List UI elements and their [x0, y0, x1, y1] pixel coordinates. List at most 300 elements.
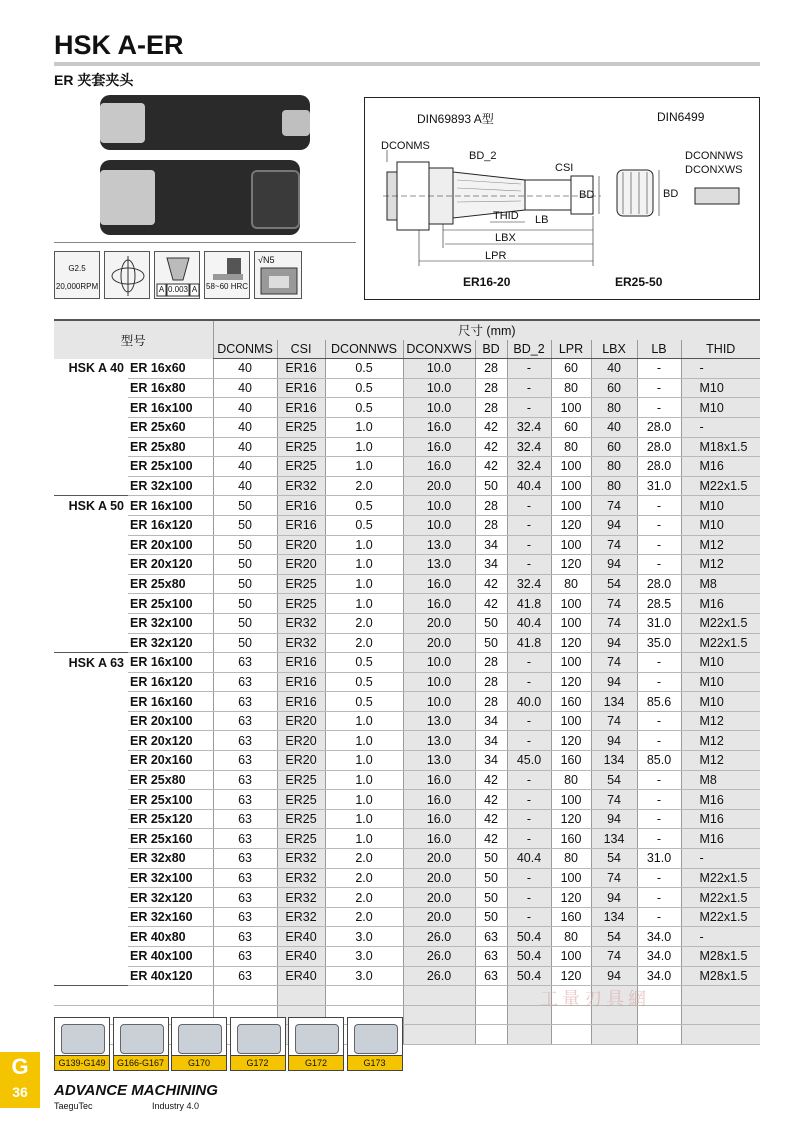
value-cell: ER25 [277, 829, 325, 849]
value-cell: 74 [591, 653, 637, 673]
value-cell: 1.0 [325, 731, 403, 751]
value-cell: 80 [551, 927, 591, 947]
section-letter: G [11, 1054, 29, 1079]
value-cell: 2.0 [325, 613, 403, 633]
holder-drawing [365, 98, 761, 301]
table-row [54, 751, 760, 771]
table-header-row-1 [54, 320, 760, 340]
col-header: DCONMS [213, 340, 277, 359]
value-cell: 20.0 [403, 907, 475, 927]
value-cell: 60 [551, 417, 591, 437]
page-title: HSK A-ER [54, 30, 184, 60]
group-cell [54, 966, 128, 986]
value-cell: M8 [681, 574, 760, 594]
value-cell: 63 [475, 966, 507, 986]
value-cell: - [507, 496, 551, 516]
value-cell: - [681, 849, 760, 869]
datum-label: A [191, 285, 198, 294]
value-cell: 63 [213, 809, 277, 829]
accessory-page-ref: G139-G149 [55, 1055, 109, 1070]
table-row [54, 515, 760, 535]
value-cell: 10.0 [403, 672, 475, 692]
brand-tagline: Industry 4.0 [152, 1101, 200, 1111]
accessory-page-ref: G166-G167 [114, 1055, 168, 1070]
value-cell: 10.0 [403, 496, 475, 516]
value-cell: M22x1.5 [681, 613, 760, 633]
model-cell: ER 40x100 [128, 947, 213, 967]
value-cell: 16.0 [403, 437, 475, 457]
value-cell: 32.4 [507, 437, 551, 457]
value-cell: 16.0 [403, 809, 475, 829]
value-cell: 50 [475, 868, 507, 888]
value-cell: 160 [551, 907, 591, 927]
model-cell: ER 20x120 [128, 731, 213, 751]
value-cell: 63 [213, 947, 277, 967]
page-subtitle: ER 夹套夹头 [54, 72, 134, 88]
value-cell: 74 [591, 535, 637, 555]
value-cell: 40 [213, 398, 277, 418]
value-cell: 74 [591, 613, 637, 633]
label-lb: LB [535, 214, 549, 226]
value-cell: 63 [213, 927, 277, 947]
value-cell: 0.5 [325, 672, 403, 692]
model-cell: ER 16x100 [128, 496, 213, 516]
value-cell: 3.0 [325, 927, 403, 947]
value-cell: 40.4 [507, 476, 551, 496]
group-cell [54, 457, 128, 477]
hardness-icon [204, 251, 250, 299]
value-cell: - [637, 378, 681, 398]
table-row [54, 633, 760, 653]
col-header: BD [475, 340, 507, 359]
value-cell: ER16 [277, 672, 325, 692]
value-cell: 20.0 [403, 888, 475, 908]
value-cell: 94 [591, 888, 637, 908]
value-cell: - [637, 790, 681, 810]
spec-table [54, 319, 760, 1045]
value-cell: ER16 [277, 692, 325, 712]
value-cell: M22x1.5 [681, 907, 760, 927]
value-cell: 50 [213, 535, 277, 555]
label-dconms: DCONMS [381, 140, 430, 152]
value-cell: 63 [213, 966, 277, 986]
value-cell: 26.0 [403, 947, 475, 967]
value-cell: 50 [213, 496, 277, 516]
label-thid: THID [493, 210, 519, 222]
value-cell: 28.5 [637, 594, 681, 614]
table-row [54, 829, 760, 849]
value-cell: 3.0 [325, 966, 403, 986]
value-cell: - [507, 711, 551, 731]
value-cell: 40.0 [507, 692, 551, 712]
value-cell: - [637, 515, 681, 535]
value-cell: 16.0 [403, 770, 475, 790]
model-cell: ER 32x120 [128, 633, 213, 653]
value-cell: 63 [213, 711, 277, 731]
value-cell: M28x1.5 [681, 947, 760, 967]
value-cell: 54 [591, 574, 637, 594]
value-cell: - [637, 868, 681, 888]
group-cell: HSK A 50 [68, 498, 124, 513]
label-lpr: LPR [485, 250, 507, 262]
value-cell: 40 [213, 417, 277, 437]
value-cell: 20.0 [403, 849, 475, 869]
model-cell: ER 25x80 [128, 574, 213, 594]
value-cell: 2.0 [325, 849, 403, 869]
value-cell: 42 [475, 574, 507, 594]
value-cell: ER32 [277, 907, 325, 927]
model-cell: ER 40x80 [128, 927, 213, 947]
value-cell: 42 [475, 829, 507, 849]
table-row [54, 790, 760, 810]
value-cell: - [507, 907, 551, 927]
value-cell: 41.8 [507, 633, 551, 653]
model-cell: ER 32x100 [128, 868, 213, 888]
value-cell: 31.0 [637, 613, 681, 633]
value-cell: M12 [681, 555, 760, 575]
accessory-page-ref: G172 [231, 1055, 285, 1070]
group-cell [54, 907, 128, 927]
group-cell [54, 790, 128, 810]
empty-cell [681, 986, 760, 1006]
title-divider [54, 62, 760, 66]
value-cell: 32.4 [507, 417, 551, 437]
max-rpm-label: 20,000RPM [55, 282, 99, 291]
value-cell: 34 [475, 535, 507, 555]
empty-cell [681, 1025, 760, 1045]
collet-nut [282, 110, 310, 136]
value-cell: ER40 [277, 927, 325, 947]
model-cell: ER 25x120 [128, 809, 213, 829]
value-cell: - [637, 731, 681, 751]
value-cell: 42 [475, 437, 507, 457]
value-cell: M22x1.5 [681, 888, 760, 908]
value-cell: M10 [681, 496, 760, 516]
holder-icon [295, 1024, 339, 1054]
table-row [54, 359, 760, 379]
empty-cell [403, 986, 475, 1006]
value-cell: - [681, 417, 760, 437]
value-cell: - [637, 770, 681, 790]
value-cell: 28 [475, 378, 507, 398]
brand-company: TaeguTec [54, 1101, 93, 1111]
value-cell: 60 [591, 437, 637, 457]
value-cell: - [507, 809, 551, 829]
model-cell: ER 16x100 [128, 653, 213, 673]
value-cell: 28 [475, 515, 507, 535]
value-cell: 28 [475, 496, 507, 516]
value-cell: - [637, 672, 681, 692]
accessory-link[interactable] [54, 1017, 110, 1071]
table-row [54, 868, 760, 888]
value-cell: ER32 [277, 888, 325, 908]
group-cell [54, 809, 128, 829]
value-cell: 54 [591, 927, 637, 947]
balance-grade-icon [54, 251, 100, 299]
value-cell: 100 [551, 868, 591, 888]
value-cell: 42 [475, 809, 507, 829]
value-cell: 42 [475, 457, 507, 477]
value-cell: 80 [551, 437, 591, 457]
value-cell: 34 [475, 731, 507, 751]
spanner-icon [354, 1024, 398, 1054]
value-cell: 80 [591, 457, 637, 477]
value-cell: 100 [551, 457, 591, 477]
value-cell: ER16 [277, 398, 325, 418]
group-cell [54, 535, 128, 555]
col-header: LB [637, 340, 681, 359]
value-cell: 100 [551, 711, 591, 731]
model-cell: ER 25x60 [128, 417, 213, 437]
value-cell: 0.5 [325, 359, 403, 379]
clamping-nut-icon [120, 1024, 164, 1054]
value-cell: 20.0 [403, 633, 475, 653]
value-cell: 1.0 [325, 711, 403, 731]
value-cell: 63 [213, 849, 277, 869]
empty-cell [637, 1025, 681, 1045]
value-cell: 100 [551, 790, 591, 810]
value-cell: ER25 [277, 770, 325, 790]
value-cell: 10.0 [403, 359, 475, 379]
value-cell: 50 [475, 476, 507, 496]
value-cell: 1.0 [325, 417, 403, 437]
value-cell: ER20 [277, 751, 325, 771]
value-cell: 13.0 [403, 555, 475, 575]
value-cell: 54 [591, 770, 637, 790]
value-cell: - [637, 711, 681, 731]
group-cell [54, 398, 128, 418]
empty-cell [551, 1025, 591, 1045]
value-cell: 28.0 [637, 437, 681, 457]
label-bd-collet: BD [663, 188, 679, 200]
group-cell: HSK A 40 [68, 361, 124, 376]
value-cell: 28.0 [637, 574, 681, 594]
label-csi: CSI [555, 162, 574, 174]
value-cell: ER25 [277, 790, 325, 810]
caption-right: ER25-50 [615, 275, 663, 289]
empty-cell [475, 1025, 507, 1045]
finish-label: √N5 [258, 255, 275, 265]
value-cell: M12 [681, 711, 760, 731]
value-cell: 20.0 [403, 476, 475, 496]
empty-cell [403, 1025, 475, 1045]
accessory-link[interactable] [171, 1017, 227, 1071]
group-cell [54, 692, 128, 712]
value-cell: ER20 [277, 711, 325, 731]
value-cell: 40 [213, 359, 277, 379]
value-cell: 34.0 [637, 966, 681, 986]
group-cell [54, 574, 128, 594]
value-cell: M16 [681, 809, 760, 829]
accessory-link[interactable] [230, 1017, 286, 1071]
model-cell: ER 16x80 [128, 378, 213, 398]
value-cell: ER25 [277, 574, 325, 594]
value-cell: 100 [551, 653, 591, 673]
value-cell: 134 [591, 907, 637, 927]
value-cell: 120 [551, 515, 591, 535]
section-tab [0, 1052, 40, 1108]
table-row [54, 966, 760, 986]
hardness-label: 58~60 HRC [206, 282, 249, 291]
value-cell: M12 [681, 535, 760, 555]
value-cell: 160 [551, 829, 591, 849]
accessory-link[interactable] [347, 1017, 403, 1071]
value-cell: - [507, 398, 551, 418]
value-cell: 10.0 [403, 653, 475, 673]
value-cell: - [507, 653, 551, 673]
model-cell: ER 25x100 [128, 457, 213, 477]
table-row [54, 613, 760, 633]
model-cell: ER 32x80 [128, 849, 213, 869]
value-cell: 28 [475, 653, 507, 673]
value-cell: ER25 [277, 437, 325, 457]
value-cell: 120 [551, 809, 591, 829]
spec-table-body [54, 359, 760, 1045]
group-cell [54, 555, 128, 575]
table-row [54, 437, 760, 457]
value-cell: 1.0 [325, 829, 403, 849]
value-cell: 45.0 [507, 751, 551, 771]
col-header: THID [681, 340, 760, 359]
value-cell: 94 [591, 555, 637, 575]
model-cell: ER 25x160 [128, 829, 213, 849]
value-cell: 120 [551, 731, 591, 751]
value-cell: 10.0 [403, 398, 475, 418]
value-cell: - [507, 868, 551, 888]
value-cell: - [637, 555, 681, 575]
model-cell: ER 20x100 [128, 535, 213, 555]
value-cell: ER16 [277, 378, 325, 398]
caption-left: ER16-20 [463, 275, 511, 289]
value-cell: 94 [591, 672, 637, 692]
value-cell: - [637, 888, 681, 908]
table-row [54, 849, 760, 869]
model-cell: ER 32x160 [128, 907, 213, 927]
table-row [54, 496, 760, 516]
col-header: LPR [551, 340, 591, 359]
group-cell [54, 770, 128, 790]
value-cell: 74 [591, 790, 637, 810]
din-standard-right: DIN6499 [657, 110, 705, 124]
value-cell: 0.5 [325, 515, 403, 535]
value-cell: 34 [475, 711, 507, 731]
model-cell: ER 20x100 [128, 711, 213, 731]
value-cell: 50 [475, 849, 507, 869]
value-cell: 74 [591, 868, 637, 888]
value-cell: M12 [681, 751, 760, 771]
value-cell: 34 [475, 751, 507, 771]
value-cell: 1.0 [325, 809, 403, 829]
group-cell [54, 378, 128, 398]
value-cell: 1.0 [325, 535, 403, 555]
value-cell: 134 [591, 692, 637, 712]
value-cell: M12 [681, 731, 760, 751]
value-cell: 63 [213, 829, 277, 849]
value-cell: 134 [591, 829, 637, 849]
dimension-diagram [364, 97, 760, 300]
value-cell: 160 [551, 751, 591, 771]
value-cell: ER25 [277, 809, 325, 829]
value-cell: ER25 [277, 594, 325, 614]
value-cell: 74 [591, 947, 637, 967]
table-row [54, 457, 760, 477]
value-cell: 50 [213, 515, 277, 535]
value-cell: - [637, 398, 681, 418]
value-cell: 40 [591, 417, 637, 437]
group-cell [54, 731, 128, 751]
value-cell: 2.0 [325, 868, 403, 888]
group-cell [54, 633, 128, 653]
model-cell: ER 20x120 [128, 555, 213, 575]
stop-screw-icon [178, 1024, 222, 1054]
group-cell [54, 711, 128, 731]
value-cell: M22x1.5 [681, 633, 760, 653]
value-cell: 1.0 [325, 437, 403, 457]
value-cell: 16.0 [403, 790, 475, 810]
value-cell: 1.0 [325, 790, 403, 810]
value-cell: - [507, 359, 551, 379]
empty-cell [213, 986, 277, 1006]
value-cell: M10 [681, 653, 760, 673]
empty-cell [591, 1025, 637, 1045]
value-cell: 16.0 [403, 829, 475, 849]
value-cell: - [507, 790, 551, 810]
value-cell: 94 [591, 515, 637, 535]
value-cell: ER25 [277, 417, 325, 437]
group-cell [54, 927, 128, 947]
value-cell: - [637, 809, 681, 829]
value-cell: - [637, 535, 681, 555]
value-cell: 20.0 [403, 868, 475, 888]
value-cell: 120 [551, 633, 591, 653]
value-cell: 42 [475, 594, 507, 614]
product-photo-long [100, 160, 300, 235]
value-cell: 34.0 [637, 927, 681, 947]
table-row [54, 594, 760, 614]
value-cell: 85.0 [637, 751, 681, 771]
accessory-link[interactable] [113, 1017, 169, 1071]
value-cell: 160 [551, 692, 591, 712]
model-cell: ER 25x100 [128, 594, 213, 614]
value-cell: 94 [591, 966, 637, 986]
value-cell: 50 [213, 613, 277, 633]
value-cell: 32.4 [507, 457, 551, 477]
model-cell: ER 20x160 [128, 751, 213, 771]
hardness-tester-icon [205, 252, 251, 300]
table-row [54, 653, 760, 673]
value-cell: 34 [475, 555, 507, 575]
accessory-link[interactable] [288, 1017, 344, 1071]
value-cell: 120 [551, 888, 591, 908]
model-cell: ER 32x100 [128, 613, 213, 633]
accessory-page-ref: G173 [348, 1055, 402, 1070]
group-cell [54, 888, 128, 908]
value-cell: 50 [475, 613, 507, 633]
model-cell: ER 25x100 [128, 790, 213, 810]
value-cell: 28 [475, 692, 507, 712]
hsk-shank [100, 103, 145, 143]
value-cell: 100 [551, 535, 591, 555]
value-cell: 63 [213, 907, 277, 927]
empty-row [54, 986, 760, 1006]
value-cell: M28x1.5 [681, 966, 760, 986]
value-cell: 2.0 [325, 476, 403, 496]
value-cell: 80 [551, 378, 591, 398]
value-cell: 50 [213, 633, 277, 653]
value-cell: ER40 [277, 966, 325, 986]
value-cell: 1.0 [325, 574, 403, 594]
value-cell: 0.5 [325, 398, 403, 418]
